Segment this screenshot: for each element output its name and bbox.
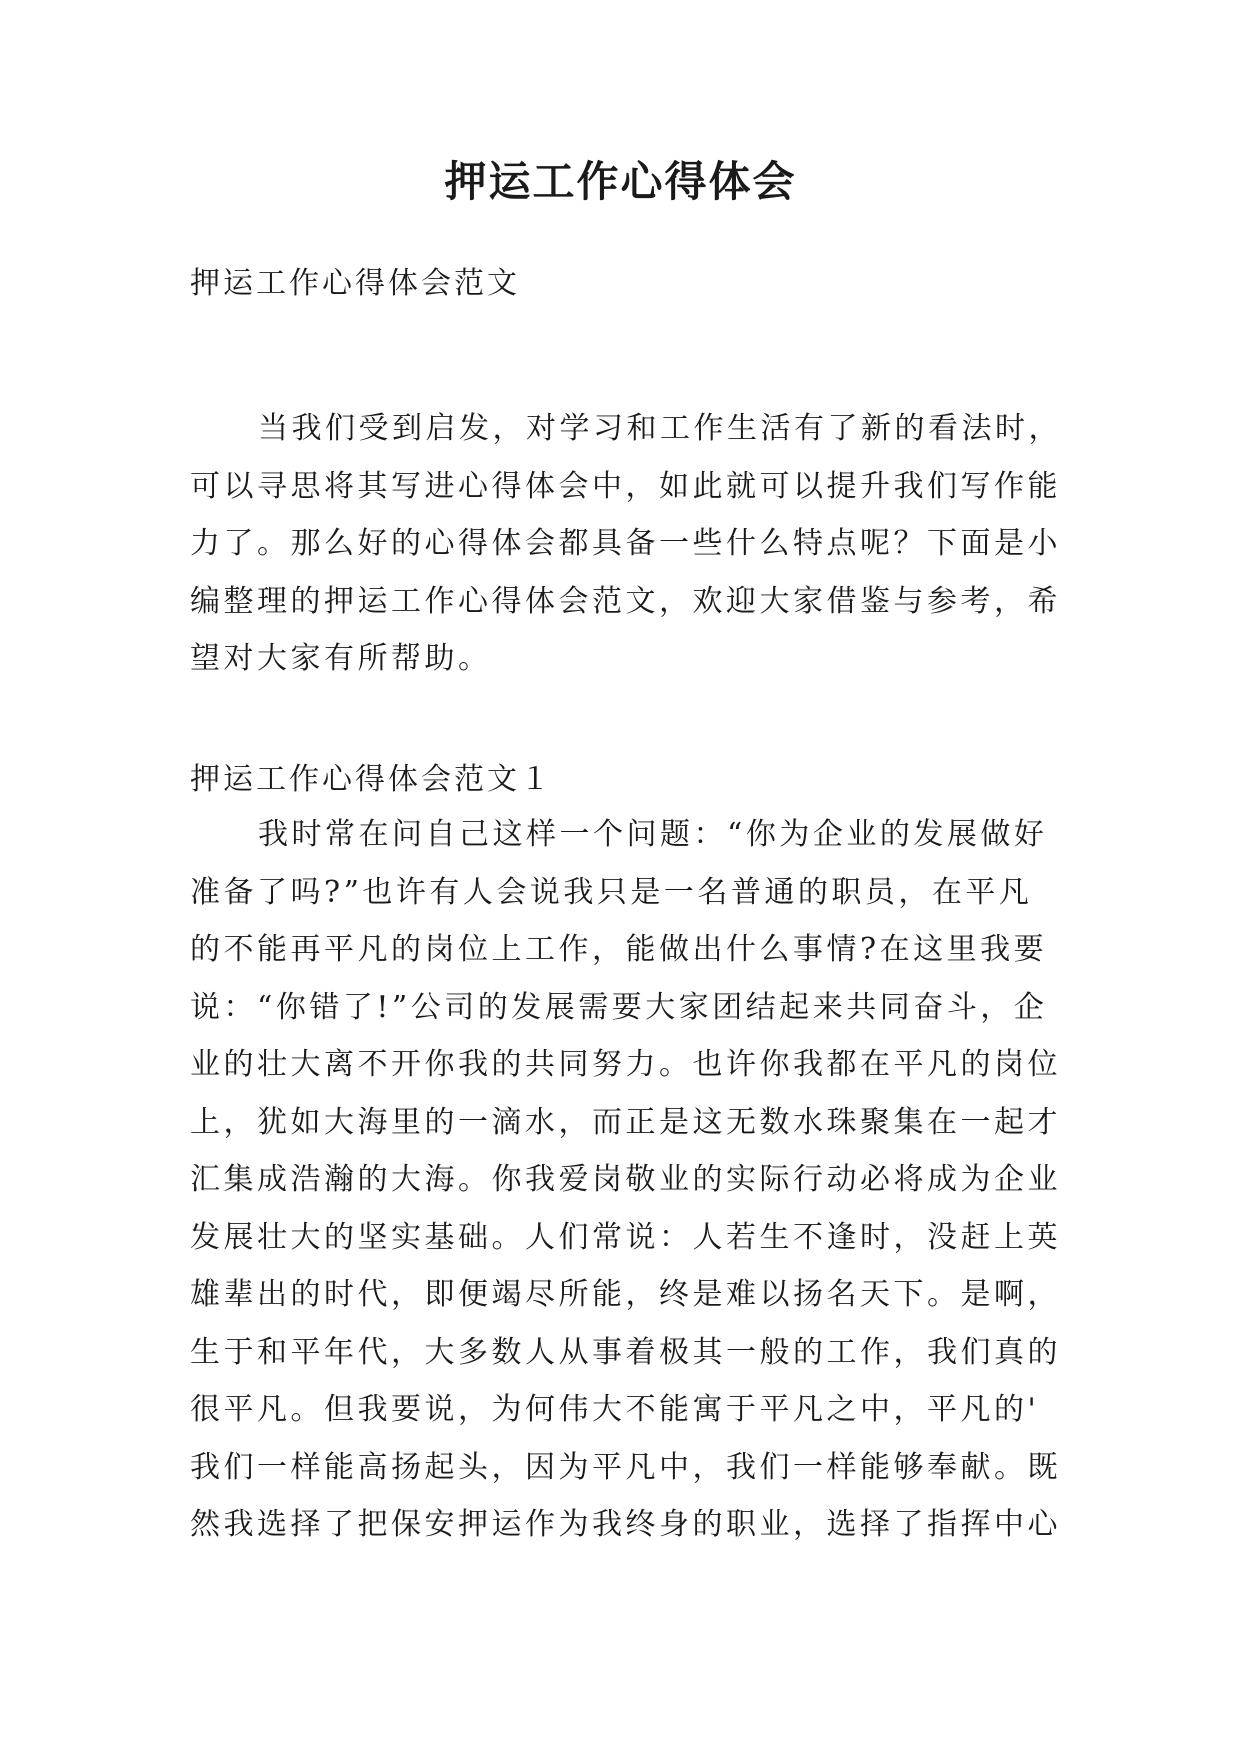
intro-line: 编整理的押运工作心得体会范文，欢迎大家借鉴与参考，希 — [190, 583, 1061, 619]
intro-paragraph — [190, 400, 1070, 688]
section-line: 我们一样能高扬起头，因为平凡中，我们一样能够奉献。既 — [190, 1449, 1061, 1485]
section-line: 业的壮大离不开你我的共同努力。也许你我都在平凡的岗位 — [190, 1047, 1061, 1082]
section-line: 汇集成浩瀚的大海。你我爱岗敬业的实际行动必将成为企业 — [190, 1162, 1061, 1197]
section-line: 生于和平年代，大多数人从事着极其一般的工作，我们真的 — [190, 1334, 1061, 1370]
document-title: 押运工作心得体会 — [444, 157, 797, 206]
intro-line: 望对大家有所帮助。 — [190, 641, 492, 676]
intro-line: 当我们受到启发，对学习和工作生活有了新的看法时， — [258, 411, 1062, 446]
section-line: 雄辈出的时代，即便竭尽所能，终是难以扬名天下。是啊， — [190, 1277, 1061, 1312]
document-subtitle: 押运工作心得体会范文 — [190, 266, 520, 301]
section-heading: 押运工作心得体会范文１ — [190, 762, 553, 797]
section-paragraph — [190, 806, 1070, 1554]
section-line: 然我选择了把保安押运作为我终身的职业，选择了指挥中心 — [190, 1507, 1061, 1542]
intro-line: 可以寻思将其写进心得体会中，如此就可以提升我们写作能 — [190, 468, 1061, 504]
section-line: 的不能再平凡的岗位上工作，能做出什么事情?在这里我要 — [190, 932, 1048, 967]
section-line: 我时常在问自己这样一个问题：“你为企业的发展做好 — [258, 817, 1048, 852]
section-line: 说：“你错了!”公司的发展需要大家团结起来共同奋斗，企 — [190, 989, 1048, 1025]
section-line: 很平凡。但我要说，为何伟大不能寓于平凡之中，平凡的' — [190, 1392, 1040, 1427]
section-line: 上，犹如大海里的一滴水，而正是这无数水珠聚集在一起才 — [190, 1104, 1061, 1140]
section-line: 发展壮大的坚实基础。人们常说：人若生不逢时，没赶上英 — [190, 1219, 1061, 1255]
section-line: 准备了吗?”也许有人会说我只是一名普通的职员，在平凡 — [190, 874, 1033, 910]
intro-line: 力了。那么好的心得体会都具备一些什么特点呢？下面是小 — [190, 526, 1061, 561]
